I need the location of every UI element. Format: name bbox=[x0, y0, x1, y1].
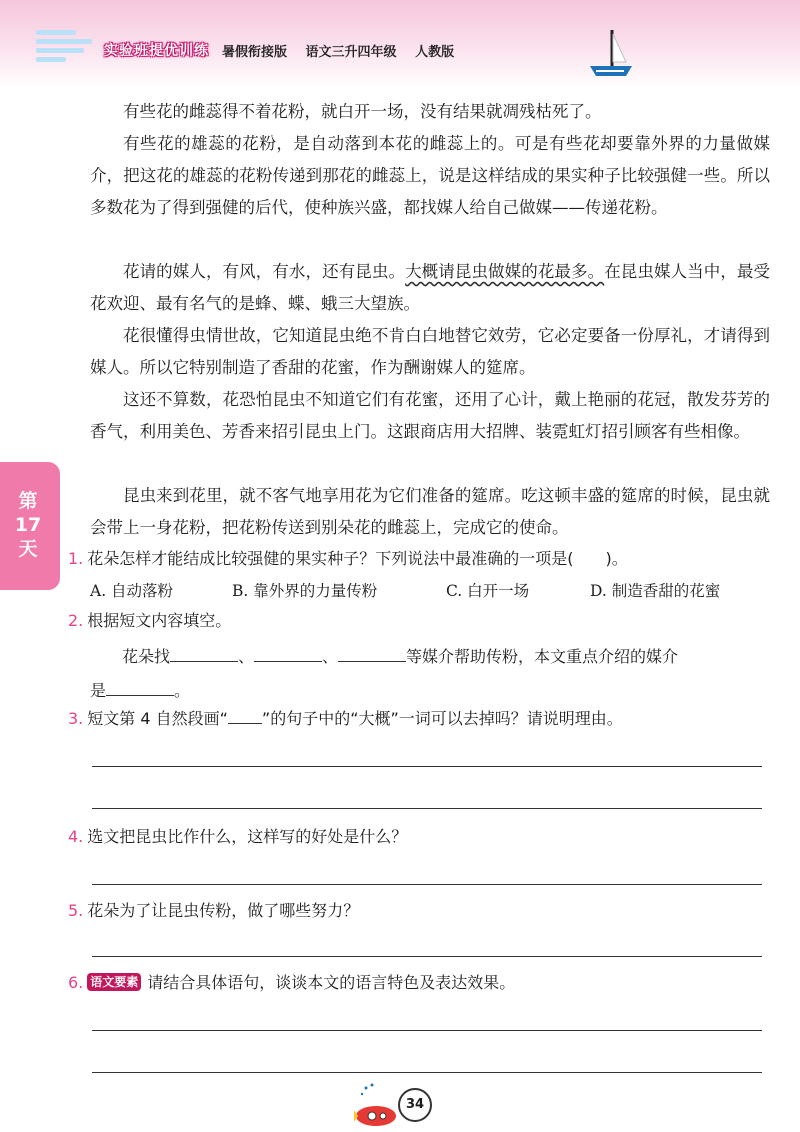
answer-line-3b[interactable] bbox=[92, 808, 762, 809]
passage-paragraph-2: 有些花的雄蕊的花粉，是自动落到本花的雌蕊上的。可是有些花却要靠外界的力量做媒介，把这花的雄蕊的花粉传递到那花的雌蕊上，说是这样结成的果实种子比较强健一些。所以多数花为了得到强健的后代，使种族兴盛，都找媒人给自己做媒——传递花粉。 bbox=[90, 134, 770, 217]
day-tab-line3: 天 bbox=[18, 538, 38, 560]
answer-line-6b[interactable] bbox=[92, 1072, 762, 1073]
question-6 bbox=[68, 968, 768, 998]
paragraph-3-part-b: 在昆虫媒人当中，最受花欢迎、最有名气的是蜂、蝶、蛾三大望族。 bbox=[90, 262, 771, 313]
question-3-text-a: 短文第 4 自然段画“ bbox=[87, 709, 228, 728]
fill-c: 是 bbox=[90, 681, 107, 700]
paragraph-3-part-a: 花请的媒人，有风，有水，还有昆虫。 bbox=[123, 262, 406, 281]
question-4-text: 选文把昆虫比作什么，这样写的好处是什么？ bbox=[87, 827, 408, 846]
answer-line-6a[interactable] bbox=[92, 1030, 762, 1031]
fill-middle: 等媒介帮助传粉，本文重点介绍的媒介 bbox=[406, 647, 679, 666]
question-1-number: 1. bbox=[68, 549, 84, 568]
day-tab-number: 17 bbox=[14, 514, 42, 536]
blank-2[interactable] bbox=[254, 643, 322, 662]
question-5-number: 5. bbox=[68, 901, 84, 920]
question-2 bbox=[68, 606, 768, 636]
question-2-text: 根据短文内容填空。 bbox=[87, 611, 232, 630]
passage-paragraph-3 bbox=[90, 256, 770, 320]
question-6-number: 6. bbox=[68, 973, 84, 992]
underlined-sentence: 大概请昆虫做媒的花最多。 bbox=[405, 262, 605, 281]
question-3-text-b: ”的句子中的“大概”一词可以去掉吗？请说明理由。 bbox=[261, 709, 623, 728]
sailboat-icon bbox=[586, 26, 636, 82]
question-1 bbox=[68, 544, 768, 574]
book-info bbox=[222, 41, 468, 60]
question-1-options bbox=[68, 576, 768, 606]
book-brand: 实验班提优训练 bbox=[104, 43, 209, 59]
edition-label: 暑假衔接版 bbox=[222, 45, 288, 60]
page-header bbox=[0, 0, 800, 88]
question-4-number: 4. bbox=[68, 827, 84, 846]
day-tab-line1: 第 bbox=[18, 490, 38, 512]
submarine-icon bbox=[350, 1082, 404, 1130]
question-5 bbox=[68, 896, 768, 926]
fill-end: 。 bbox=[174, 681, 191, 700]
question-3 bbox=[68, 704, 768, 734]
fill-sep-1: 、 bbox=[238, 647, 255, 666]
publisher-label: 人教版 bbox=[415, 45, 455, 60]
option-a[interactable]: A. 自动落粉 bbox=[90, 582, 174, 600]
page-number: 34 bbox=[398, 1088, 432, 1122]
answer-line-3a[interactable] bbox=[92, 766, 762, 767]
passage-paragraph-5: 这还不算数，花恐怕昆虫不知道它们有花蜜，还用了心计，戴上艳丽的花冠，散发芬芳的香气，利用美色、芳香来招引昆虫上门。这跟商店用大招牌、装霓虹灯招引顾客有些相像。 bbox=[90, 390, 770, 441]
question-6-text: 请结合具体语句，谈谈本文的语言特色及表达效果。 bbox=[147, 973, 516, 992]
question-4 bbox=[68, 822, 768, 852]
question-1-text: 花朵怎样才能结成比较强健的果实种子？下列说法中最准确的一项是( )。 bbox=[87, 549, 628, 568]
question-3-number: 3. bbox=[68, 709, 84, 728]
option-c[interactable]: C. 白开一场 bbox=[446, 582, 530, 600]
passage-paragraph-1: 有些花的雌蕊得不着花粉，就白开一场，没有结果就凋残枯死了。 bbox=[123, 102, 602, 121]
blank-4[interactable] bbox=[106, 677, 174, 696]
answer-line-4[interactable] bbox=[92, 884, 762, 885]
question-2-number: 2. bbox=[68, 611, 84, 630]
fill-sep-2: 、 bbox=[322, 647, 339, 666]
question-2-fill bbox=[90, 640, 770, 708]
option-d[interactable]: D. 制造香甜的花蜜 bbox=[590, 582, 721, 600]
language-element-tag: 语文要素 bbox=[87, 973, 141, 991]
day-tab bbox=[0, 462, 60, 590]
question-5-text: 花朵为了让昆虫传粉，做了哪些努力？ bbox=[87, 901, 360, 920]
stripe-decoration-icon bbox=[34, 26, 98, 66]
underline-mark bbox=[228, 709, 262, 724]
passage-paragraph-6: 昆虫来到花里，就不客气地享用花为它们准备的筵席。吃这顿丰盛的筵席的时候，昆虫就会带上一身花粉，把花粉传送到别朵花的雌蕊上，完成它的使命。 bbox=[90, 486, 770, 537]
option-b[interactable]: B. 靠外界的力量传粉 bbox=[232, 582, 378, 600]
blank-1[interactable] bbox=[170, 643, 238, 662]
fill-prefix: 花朵找 bbox=[122, 647, 171, 666]
answer-line-5[interactable] bbox=[92, 956, 762, 957]
subject-label: 语文三升四年级 bbox=[305, 45, 397, 60]
day-tab-text bbox=[8, 490, 48, 562]
passage-paragraph-4: 花很懂得虫情世故，它知道昆虫绝不肯白白地替它效劳，它必定要备一份厚礼，才请得到媒人。所以它特别制造了香甜的花蜜，作为酬谢媒人的筵席。 bbox=[90, 326, 770, 377]
blank-3[interactable] bbox=[338, 643, 406, 662]
